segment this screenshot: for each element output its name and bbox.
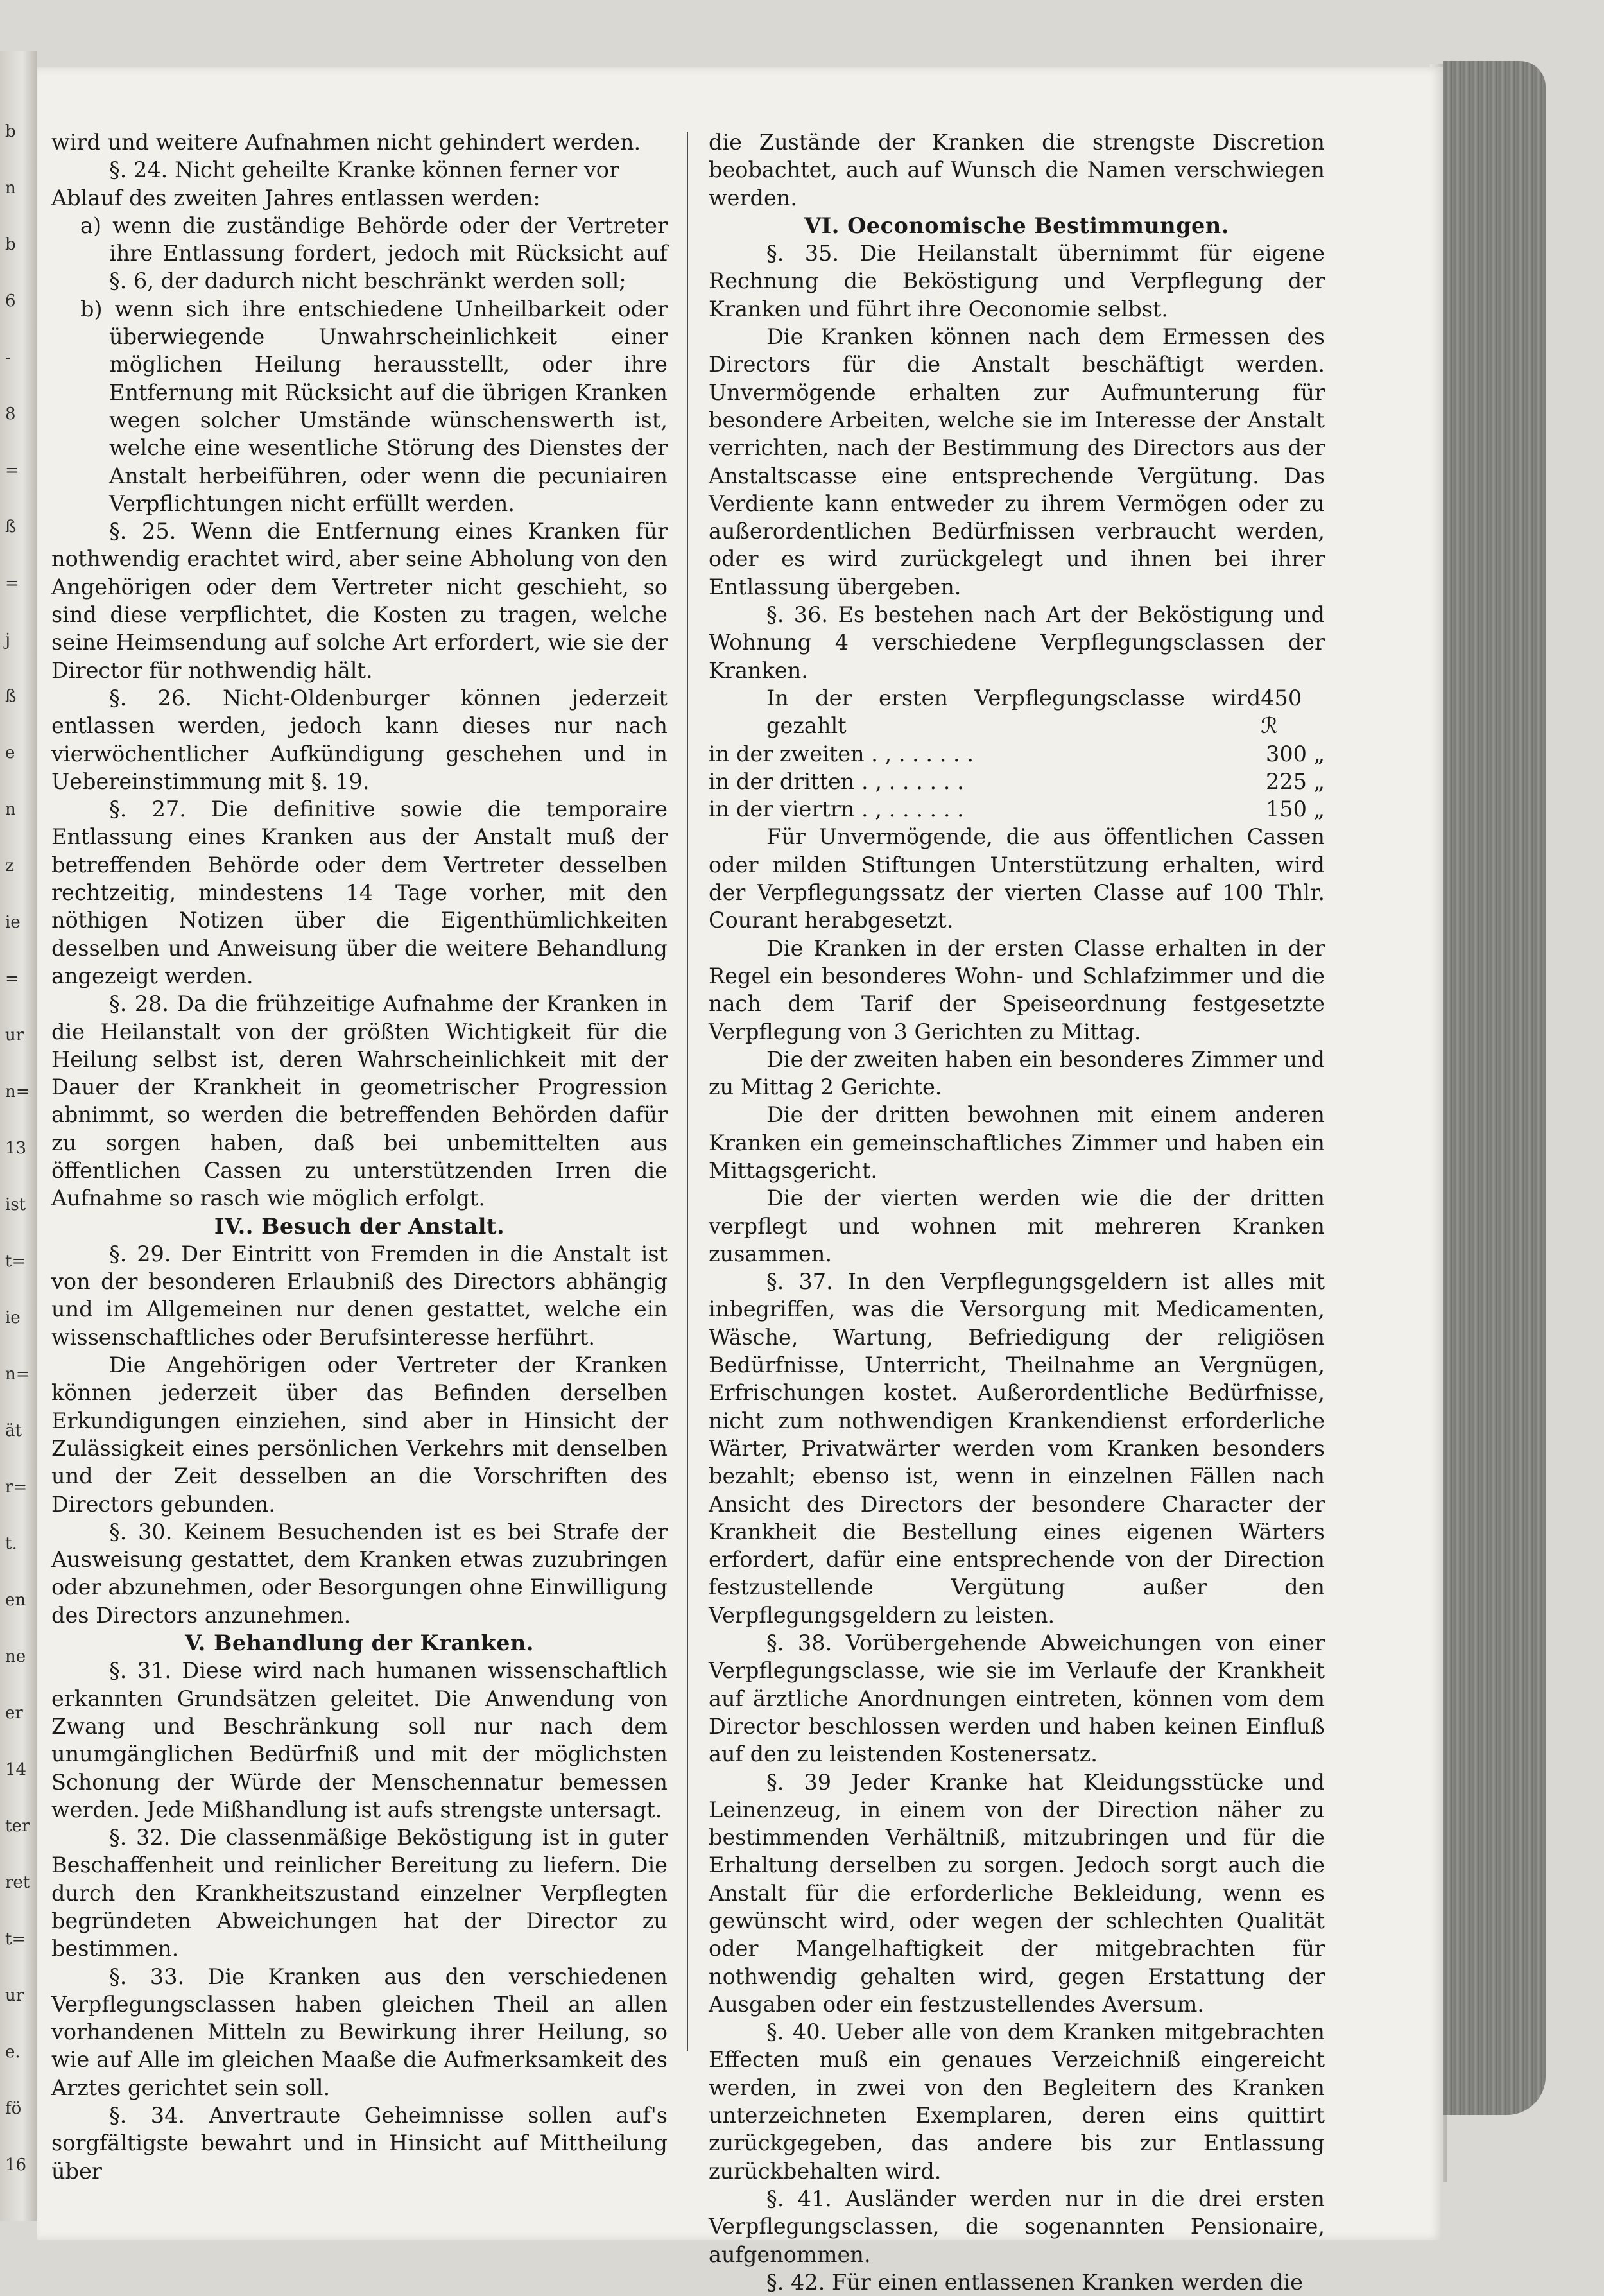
margin-fragment: ret [5, 1873, 30, 1892]
margin-fragment: n= [5, 1365, 30, 1384]
margin-fragment: = [5, 969, 19, 988]
margin-fragment: t= [5, 1252, 26, 1271]
paragraph: §. 26. Nicht-Oldenburger können jederzeit entlassen werden, jedoch kann dieses nur nach vierwöchentlicher Aufkündigung geschehen und in Uebereinstimmung mit §. 19. [51, 685, 668, 794]
section-heading: VI. Oeconomische Bestimmungen. [804, 212, 1229, 238]
paragraph: §. 25. Wenn die Entfernung eines Kranken für nothwendig erachtet wird, aber seine Abholung von den Angehörigen oder dem Vertreter nicht geschieht, so sind diese verpflichtet, die Kosten zu tragen, welche seine Heimsendung auf solche Art erfordert, wie sie der Director für nothwendig hält. [51, 519, 668, 683]
previous-page-edge [0, 51, 37, 2221]
fee-label: in der viertrn . , . . . . . . [709, 797, 964, 822]
paragraph: §. 40. Ueber alle von dem Kranken mitgebrachten Effecten muß ein genaues Verzeichniß eingereicht werden, in zwei von den Begleitern des Kranken unterzeichneten Exemplaren, deren eins quittirt zurückgegeben, das andere bis zur Entlassung zurückbehalten wird. [709, 2019, 1325, 2184]
section-heading: V. Behandlung der Kranken. [185, 1630, 534, 1656]
margin-fragment: = [5, 574, 19, 593]
margin-fragment: n [5, 178, 16, 198]
column-divider [687, 132, 688, 2051]
paragraph: Die der dritten bewohnen mit einem anderen Kranken ein gemeinschaftliches Zimmer und haben ein Mittagsgericht. [709, 1102, 1325, 1183]
margin-fragment: e [5, 743, 15, 763]
paragraph: §. 34. Anvertraute Geheimnisse sollen auf's sorgfältigste bewahrt und in Hinsicht auf Mittheilung über [51, 2103, 668, 2184]
margin-fragment: er [5, 1704, 23, 1723]
margin-fragment: 6 [5, 291, 16, 311]
fee-amount: 225 „ [1266, 768, 1325, 794]
margin-fragment: ß [5, 517, 17, 537]
margin-fragment: n [5, 800, 16, 819]
margin-fragment: ie [5, 1308, 21, 1327]
paragraph: §. 31. Diese wird nach humanen wissenschaftlich erkannten Grundsätzen geleitet. Die Anwendung von Zwang und Beschränkung soll nur nach dem unumgänglichen Bedürfniß und mit der möglichsten Schonung der Würde der Menschennatur bemessen werden. Jede Mißhandlung ist aufs strengste untersagt. [51, 1658, 668, 1822]
margin-fragment: ur [5, 1026, 24, 1045]
fee-amount: 450 ℛ [1261, 685, 1302, 739]
margin-fragment: 16 [5, 2155, 27, 2175]
paragraph: Ablauf des zweiten Jahres entlassen werden: [51, 185, 540, 211]
paragraph: Für Unvermögende, die aus öffentlichen Cassen oder milden Stiftungen Unterstützung erhalten, wird der Verpflegungssatz der vierten Classe auf 100 Thlr. Courant herabgesetzt. [709, 824, 1325, 933]
fee-row [709, 795, 1325, 823]
paragraph: §. 35. Die Heilanstalt übernimmt für eigene Rechnung die Beköstigung und Verpflegung der Kranken und führt ihre Oeconomie selbst. [709, 241, 1325, 322]
margin-fragment: ur [5, 1986, 24, 2005]
margin-fragment: fö [5, 2099, 22, 2118]
paragraph: a) wenn die zuständige Behörde oder der Vertreter ihre Entlassung fordert, jedoch mit Rücksicht auf §. 6, der dadurch nicht beschränkt werden soll; [80, 212, 668, 294]
paragraph: §. 32. Die classenmäßige Beköstigung ist in guter Beschaffenheit und reinlicher Bereitung zu liefern. Die durch den Krankheitszustand einzelner Verpflegten begründeten Abweichungen hat der Director zu bestimmen. [51, 1825, 668, 1962]
fee-row [709, 684, 1325, 740]
margin-fragment: en [5, 1591, 26, 1610]
margin-fragment: ter [5, 1817, 30, 1836]
right-column-top [709, 128, 1325, 684]
fee-table [709, 684, 1325, 823]
margin-fragment: b [5, 122, 16, 141]
paragraph: b) wenn sich ihre entschiedene Unheilbarkeit oder überwiegende Unwahrscheinlichkeit einer möglichen Heilung herausstellt, oder ihre Entfernung mit Rücksicht auf die übrigen Kranken wegen solcher Umstände wünschenswerth ist, welche eine wesentliche Störung des Dienstes der Anstalt herbeiführen, oder wenn die pecuniairen Verpflichtungen nicht erfüllt werden. [80, 296, 668, 516]
paragraph: §. 38. Vorübergehende Abweichungen von einer Verpflegungsclasse, wie sie im Verlaufe der Krankheit auf ärztliche Anordnungen eintreten, können vom dem Director beschlossen werden und haben keinen Einfluß auf den zu leistenden Kostenersatz. [709, 1630, 1325, 1767]
paragraph: §. 28. Da die frühzeitige Aufnahme der Kranken in die Heilanstalt von der größten Wichtigkeit für die Heilung selbst ist, deren Wahrscheinlichkeit mit der Dauer der Krankheit in geometrischer Progression abnimmt, so werden die betreffenden Behörden dafür zu sorgen haben, daß bei unbemittelten aus öffentlichen Cassen zu unterstützenden Irren die Aufnahme so rasch wie möglich erfolgt. [51, 991, 668, 1211]
paragraph: wird und weitere Aufnahmen nicht gehindert werden. [51, 130, 641, 155]
paragraph: §. 30. Keinem Besuchenden ist es bei Strafe der Ausweisung gestattet, dem Kranken etwas zuzubringen oder abzunehmen, oder Besorgungen ohne Einwilligung des Directors anzunehmen. [51, 1519, 668, 1628]
margin-fragment: e. [5, 2042, 21, 2062]
paragraph: §. 41. Ausländer werden nur in die drei ersten Verpflegungsclassen, die sogenannten Pensionaire, aufgenommen. [709, 2186, 1325, 2267]
margin-fragment: t. [5, 1534, 17, 1553]
margin-fragment: ät [5, 1421, 22, 1440]
book-binding [1443, 61, 1546, 2115]
margin-fragment: ie [5, 913, 21, 932]
left-column [51, 128, 668, 2184]
margin-fragment: = [5, 461, 19, 480]
margin-fragment: r= [5, 1478, 28, 1497]
fee-row [709, 740, 1325, 768]
margin-fragment: 13 [5, 1139, 27, 1158]
margin-fragment: n= [5, 1082, 30, 1101]
right-column-bottom [709, 823, 1325, 2296]
paragraph: §. 24. Nicht geheilte Kranke können ferner vor [109, 157, 619, 183]
fee-label: in der dritten . , . . . . . . [709, 768, 964, 794]
paragraph: §. 36. Es bestehen nach Art der Beköstigung und Wohnung 4 verschiedene Verpflegungsclassen der Kranken. [709, 602, 1325, 683]
paragraph: Die der vierten werden wie die der dritten verpflegt und wohnen mit mehreren Kranken zusammen. [709, 1186, 1325, 1266]
margin-fragment: 14 [5, 1760, 27, 1779]
margin-fragment: ne [5, 1647, 26, 1666]
fee-amount: 150 „ [1266, 797, 1325, 822]
paragraph: §. 37. In den Verpflegungsgeldern ist alles mit inbegriffen, was die Versorgung mit Medicamenten, Wäsche, Wartung, Befriedigung der religiösen Bedürfnisse, Unterricht, Theilnahme an Vergnügen, Erfrischungen kostet. Außerordentliche Bedürfnisse, nicht zum nothwendigen Krankendienst erforderliche Wärter, Privatwärter werden vom Kranken besonders bezahlt; ebenso ist, wenn in einzelnen Fällen nach Ansicht des Directors der besondere Character der Krankheit die Bestellung eines eigenen Wärters erfordert, dafür eine entsprechende von der Direction festzustellende Vergütung außer den Verpflegungsgeldern zu leisten. [709, 1269, 1325, 1628]
paragraph: §. 42. Für einen entlassenen Kranken werden die [766, 2269, 1303, 2295]
paragraph: Die Kranken in der ersten Classe erhalten in der Regel ein besonderes Wohn- und Schlafzimmer und die nach dem Tarif der Speiseordnung festgesetzte Verpflegung von 3 Gerichten zu Mittag. [709, 935, 1325, 1044]
paragraph: §. 33. Die Kranken aus den verschiedenen Verpflegungsclassen haben gleichen Theil an allen vorhandenen Mitteln zu Bewirkung ihrer Heilung, so wie auf Alle im gleichen Maaße die Aufmerksamkeit des Arztes gerichtet sein soll. [51, 1964, 668, 2100]
section-heading: IV.. Besuch der Anstalt. [214, 1213, 505, 1239]
margin-fragment: z [5, 856, 14, 876]
margin-fragment: t= [5, 1929, 26, 1949]
paragraph: §. 29. Der Eintritt von Fremden in die Anstalt ist von der besonderen Erlaubniß des Directors abhängig und im Allgemeinen nur denen gestattet, welche ein wissenschaftliches oder Berufsinteresse herführt. [51, 1241, 668, 1350]
margin-fragment: 8 [5, 404, 16, 424]
fee-label: In der ersten Verpflegungsclasse wird gezahlt [766, 685, 1261, 739]
margin-fragment: j [5, 630, 11, 650]
paragraph: die Zustände der Kranken die strengste Discretion beobachtet, auch auf Wunsch die Namen verschwiegen werden. [709, 130, 1325, 211]
margin-fragment: - [5, 348, 11, 367]
margin-fragment: b [5, 235, 16, 254]
right-column [709, 128, 1325, 2295]
fee-label: in der zweiten . , . . . . . . [709, 741, 974, 766]
fee-row [709, 768, 1325, 795]
paragraph: Die Angehörigen oder Vertreter der Kranken können jederzeit über das Befinden derselben Erkundigungen einziehen, sind aber in Hinsicht der Zulässigkeit eines persönlichen Verkehrs mit denselben und der Zeit desselben an die Vorschriften des Directors gebunden. [51, 1352, 668, 1517]
paragraph: §. 39 Jeder Kranke hat Kleidungsstücke und Leinenzeug, in einem von der Direction näher zu bestimmenden Verhältniß, mitzubringen und für die Erhaltung derselben zu sorgen. Jedoch sorgt auch die Anstalt für die erforderliche Bekleidung, wenn es gewünscht wird, oder wegen der schlechten Qualität oder Mangelhaftigkeit der mitgebrachten für nothwendig gehalten wird, gegen Erstattung der Ausgaben oder ein festzustellendes Aversum. [709, 1769, 1325, 2017]
margin-fragment: ß [5, 687, 17, 706]
paragraph: Die Kranken können nach dem Ermessen des Directors für die Anstalt beschäftigt werden. Unvermögende erhalten zur Aufmunterung für besondere Arbeiten, welche sie im Interesse der Anstalt verrichten, nach der Bestimmung des Directors aus der Anstaltscasse eine entsprechende Vergütung. Das Verdiente kann entweder zu ihrem Vermögen oder zu außerordentlichen Bedürfnissen verbraucht werden, oder es wird zurückgelegt und ihnen bei ihrer Entlassung übergeben. [709, 324, 1325, 600]
margin-fragment: ist [5, 1195, 26, 1214]
paragraph: Die der zweiten haben ein besonderes Zimmer und zu Mittag 2 Gerichte. [709, 1046, 1325, 1100]
paragraph: §. 27. Die definitive sowie die temporaire Entlassung eines Kranken aus der Anstalt muß der betreffenden Behörde oder dem Vertreter desselben rechtzeitig, mindestens 14 Tage vorher, mit den nöthigen Notizen über die Eigenthümlichkeiten desselben und Anweisung über die weitere Behandlung angezeigt werden. [51, 797, 668, 988]
fee-amount: 300 „ [1266, 741, 1325, 766]
